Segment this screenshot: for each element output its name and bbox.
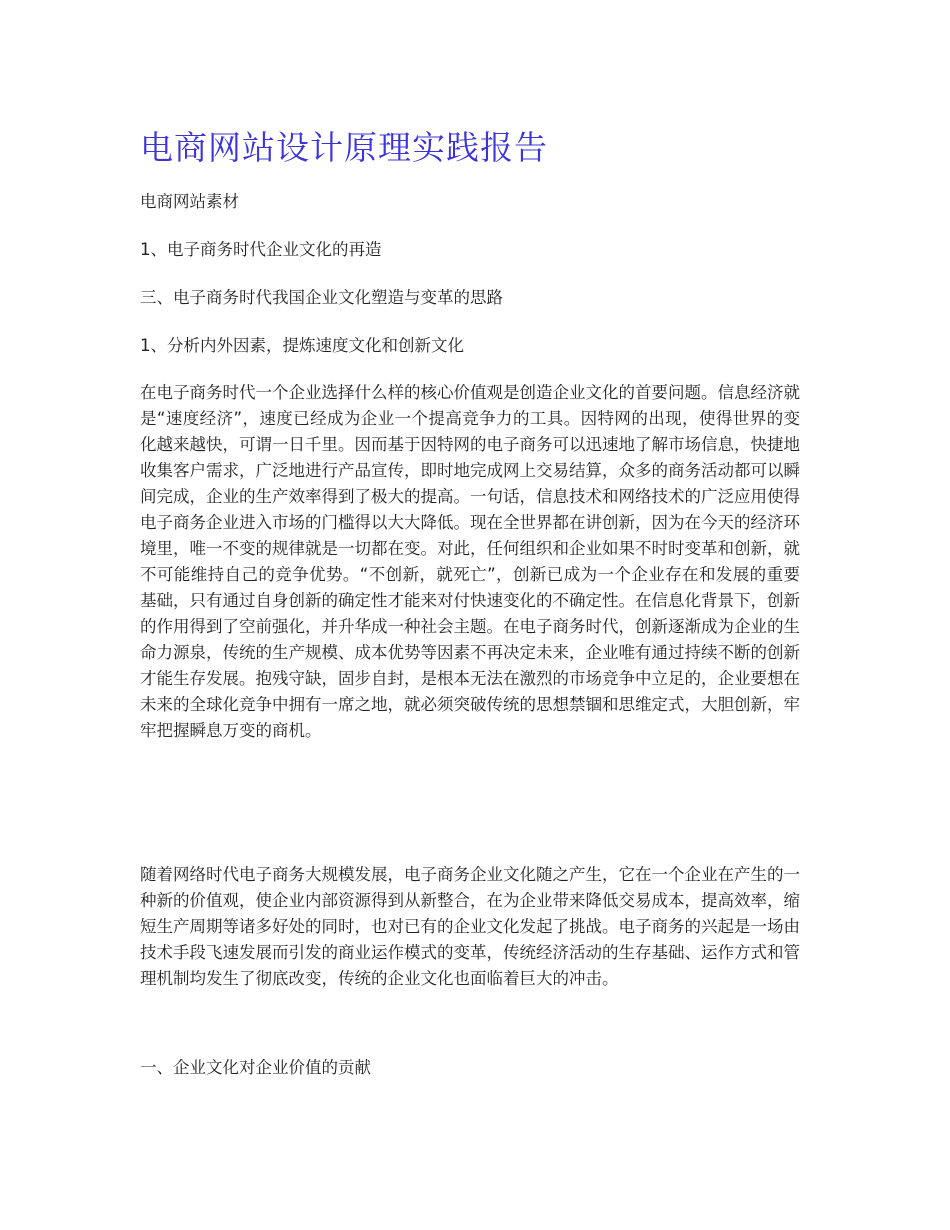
section-heading-3: 1、分析内外因素，提炼速度文化和创新文化 <box>140 336 464 355</box>
body-paragraph-2: 随着网络时代电子商务大规模发展，电子商务企业文化随之产生，它在一个企业在产生的一种新的价值观，使企业内部资源得到从新整合，在为企业带来降低交易成本，提高效率，缩短生产周期等诸多好处的同时，也对已有的企业文化发起了挑战。电子商务的兴起是一场由技术手段飞速发展而引发的商业运作模式的变革，传统经济活动的生存基础、运作方式和管理机制均发生了彻底改变，传统的企业文化也面临着巨大的冲击。 <box>140 865 800 988</box>
body-paragraph-1: 在电子商务时代一个企业选择什么样的核心价值观是创造企业文化的首要问题。信息经济就是“速度经济”，速度已经成为企业一个提高竞争力的工具。因特网的出现，使得世界的变化越来越快，可谓一日千里。因而基于因特网的电子商务可以迅速地了解市场信息，快捷地收集客户需求，广泛地进行产品宣传，即时地完成网上交易结算，众多的商务活动都可以瞬间完成，企业的生产效率得到了极大的提高。一句话，信息技术和网络技术的广泛应用使得电子商务企业进入市场的门槛得以大大降低。现在全世界都在讲创新，因为在今天的经济环境里，唯一不变的规律就是一切都在变。对此，任何组织和企业如果不时时变革和创新，就不可能维持自己的竞争优势。“不创新，就死亡”，创新已成为一个企业存在和发展的重要基础，只有通过自身创新的确定性才能来对付快速变化的不确定性。在信息化背景下，创新的作用得到了空前强化，并升华成一种社会主题。在电子商务时代，创新逐渐成为企业的生命力源泉，传统的生产规模、成本优势等因素不再决定未来，企业唯有通过持续不断的创新才能生存发展。抱残守缺，固步自封，是根本无法在激烈的市场竞争中立足的，企业要想在未来的全球化竞争中拥有一席之地，就必须突破传统的思想禁锢和思维定式，大胆创新，牢牢把握瞬息万变的商机。 <box>140 383 800 740</box>
section-heading-4: 一、企业文化对企业价值的贡献 <box>140 1058 371 1077</box>
document-title: 电商网站设计原理实践报告 <box>140 128 548 167</box>
section-heading-1: 1、电子商务时代企业文化的再造 <box>140 240 382 259</box>
section-heading-2: 三、电子商务时代我国企业文化塑造与变革的思路 <box>140 288 503 307</box>
document-subtitle: 电商网站素材 <box>140 192 239 211</box>
